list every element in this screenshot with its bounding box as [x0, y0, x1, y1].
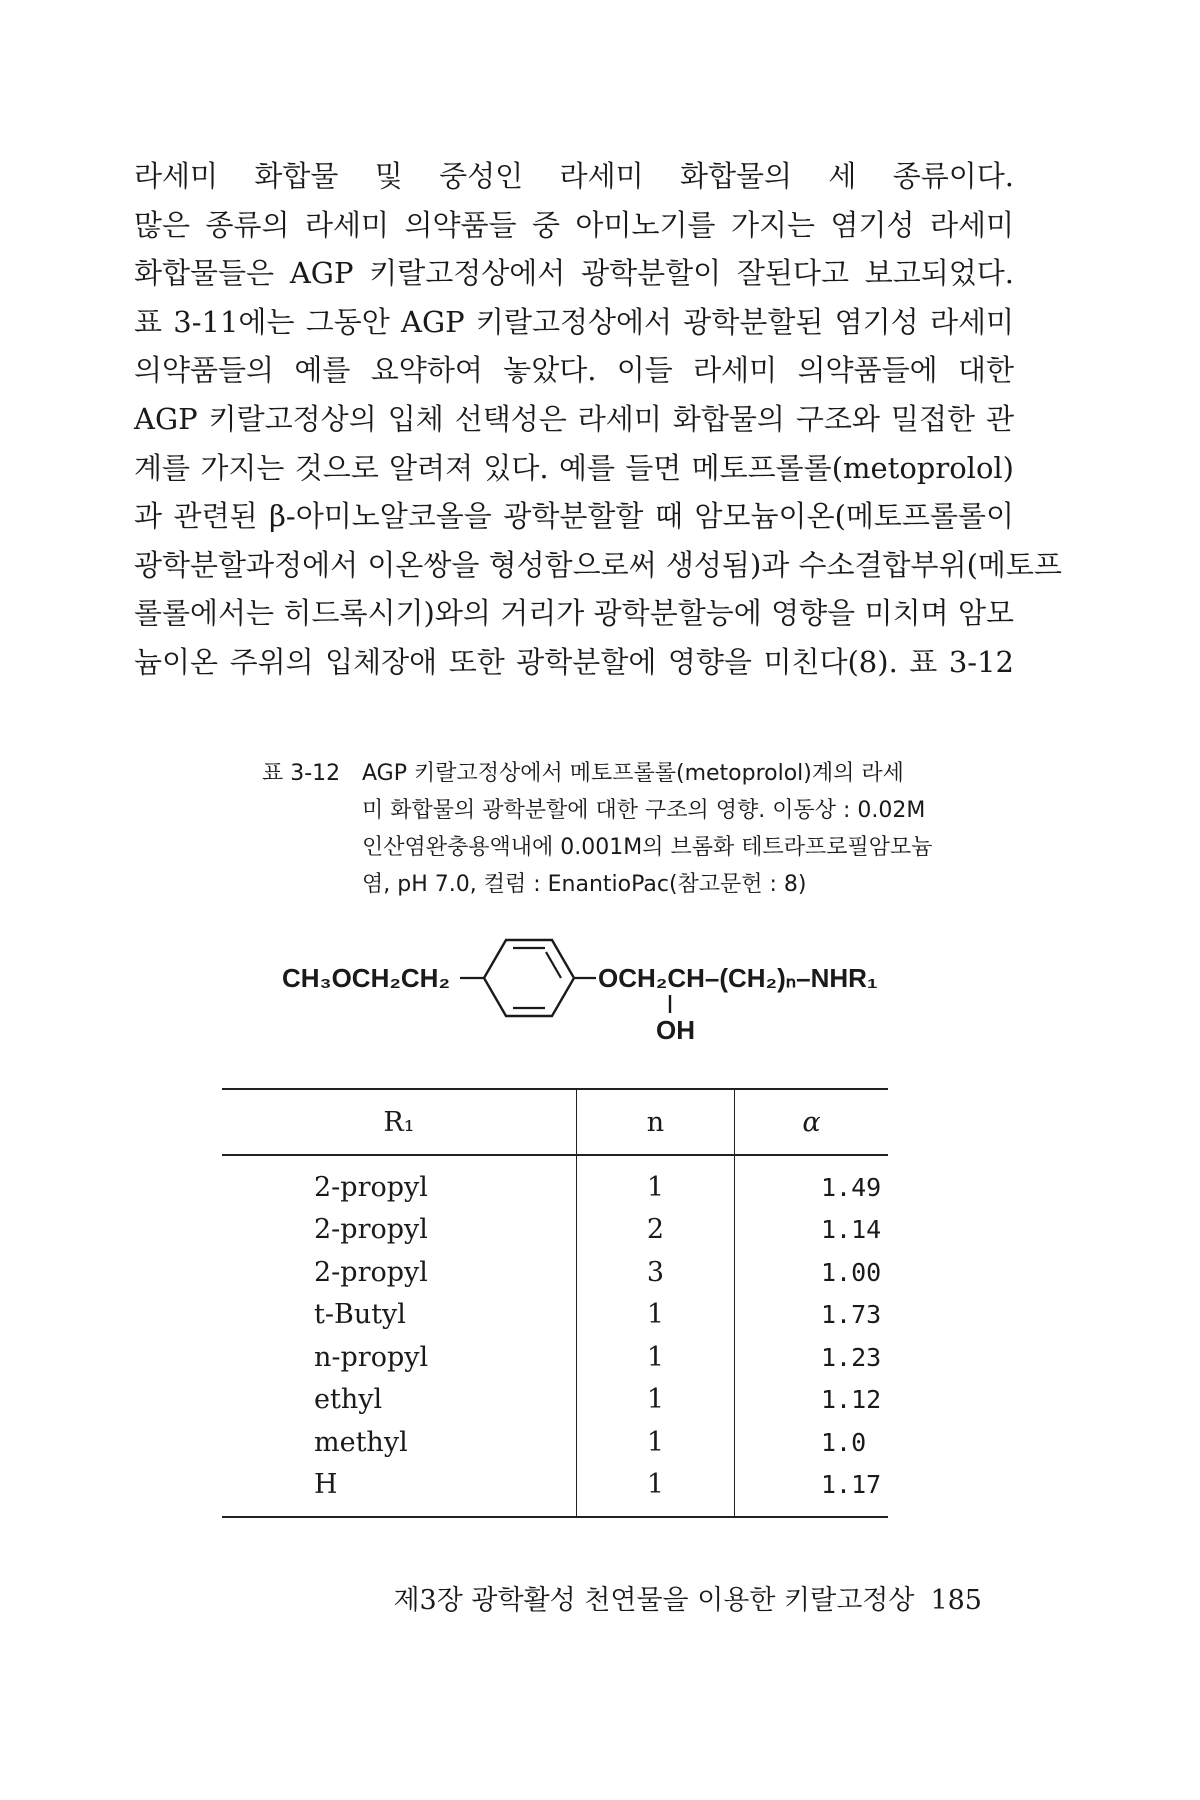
table-row — [222, 1155, 888, 1209]
cell-r1: H — [314, 1469, 338, 1501]
structure-oh-group: OH — [656, 1015, 695, 1045]
chemical-structure — [270, 925, 970, 1045]
table-row — [222, 1294, 888, 1337]
table-row — [222, 1464, 888, 1518]
body-line: 계를 가지는 것으로 알려져 있다. 예를 들면 메토프롤롤(metoprolol) — [134, 450, 1014, 485]
header-n: n — [577, 1089, 735, 1155]
cell-n: 2 — [577, 1209, 735, 1252]
cell-r1: 2-propyl — [314, 1256, 428, 1288]
table-caption-label: 표 3-12 — [262, 761, 341, 786]
body-line: 많은 종류의 라세미 의약품들 중 아미노기를 가지는 염기성 라세미 — [134, 207, 1014, 242]
table-row — [222, 1379, 888, 1422]
cell-n: 1 — [577, 1379, 735, 1422]
cell-alpha: 1.0 — [735, 1421, 889, 1464]
cell-n: 3 — [577, 1251, 735, 1294]
header-alpha: α — [735, 1089, 889, 1155]
cell-n: 1 — [577, 1155, 735, 1209]
page-footer — [393, 1578, 982, 1617]
structure-left-group: CH₃OCH₂CH₂ — [282, 963, 451, 993]
cell-n: 1 — [577, 1336, 735, 1379]
body-line: AGP 키랄고정상의 입체 선택성은 라세미 화합물의 구조와 밀접한 관 — [134, 401, 1014, 436]
page-number: 185 — [930, 1585, 982, 1616]
cell-n: 1 — [577, 1294, 735, 1337]
cell-alpha: 1.00 — [735, 1251, 889, 1294]
header-r1: R₁ — [383, 1106, 415, 1138]
body-line: 늄이온 주위의 입체장애 또한 광학분할에 영향을 미친다(8). 표 3-12 — [134, 644, 1014, 679]
table-row — [222, 1336, 888, 1379]
cell-n: 1 — [577, 1464, 735, 1518]
table-caption-line: 인산염완충용액내에 0.001M의 브롬화 테트라프로필암모늄 — [362, 835, 933, 860]
table-row — [222, 1209, 888, 1252]
cell-alpha: 1.14 — [735, 1209, 889, 1252]
cell-alpha: 1.23 — [735, 1336, 889, 1379]
cell-alpha: 1.17 — [735, 1464, 889, 1518]
table-caption-line: AGP 키랄고정상에서 메토프롤롤(metoprolol)계의 라세 — [362, 761, 904, 786]
cell-r1: n-propyl — [314, 1341, 429, 1373]
body-line: 표 3-11에는 그동안 AGP 키랄고정상에서 광학분할된 염기성 라세미 — [134, 304, 1014, 339]
running-footer-chapter: 제3장 광학활성 천연물을 이용한 키랄고정상 — [393, 1585, 915, 1616]
results-table — [222, 1088, 888, 1518]
table-caption-line: 미 화합물의 광학분할에 대한 구조의 영향. 이동상 : 0.02M — [362, 798, 926, 823]
cell-r1: ethyl — [314, 1384, 383, 1416]
body-line: 화합물들은 AGP 키랄고정상에서 광학분할이 잘된다고 보고되었다. — [134, 256, 1014, 291]
body-line: 광학분할과정에서 이온쌍을 형성함으로써 생성됨)과 수소결합부위(메토프 — [134, 547, 1062, 582]
cell-r1: 2-propyl — [314, 1171, 428, 1203]
body-line: 라세미 화합물 및 중성인 라세미 화합물의 세 종류이다. — [134, 159, 1014, 193]
table-caption-line: 염, pH 7.0, 컬럼 : EnantioPac(참고문헌 : 8) — [362, 872, 807, 897]
table-row — [222, 1251, 888, 1294]
cell-alpha: 1.73 — [735, 1294, 889, 1337]
cell-r1: t-Butyl — [314, 1299, 406, 1331]
body-line: 과 관련된 β-아미노알코올을 광학분할할 때 암모늄이온(메토프롤롤이 — [134, 499, 1014, 534]
structure-drawing — [270, 925, 970, 1045]
cell-alpha: 1.49 — [735, 1155, 889, 1209]
cell-n: 1 — [577, 1421, 735, 1464]
table-row — [222, 1421, 888, 1464]
cell-r1: methyl — [314, 1426, 408, 1458]
benzene-ring — [484, 940, 574, 1016]
structure-right-group: OCH₂CH–(CH₂)ₙ–NHR₁ — [598, 963, 878, 993]
cell-alpha: 1.12 — [735, 1379, 889, 1422]
results-table-wrapper — [222, 1088, 888, 1518]
body-paragraph — [134, 152, 1062, 687]
cell-r1: 2-propyl — [314, 1214, 428, 1246]
table-header-row — [222, 1089, 888, 1155]
body-line: 의약품들의 예를 요약하여 놓았다. 이들 라세미 의약품들에 대한 — [134, 353, 1014, 388]
table-caption — [262, 755, 972, 903]
body-line: 롤롤에서는 히드록시기)와의 거리가 광학분할능에 영향을 미치며 암모 — [134, 596, 1014, 631]
